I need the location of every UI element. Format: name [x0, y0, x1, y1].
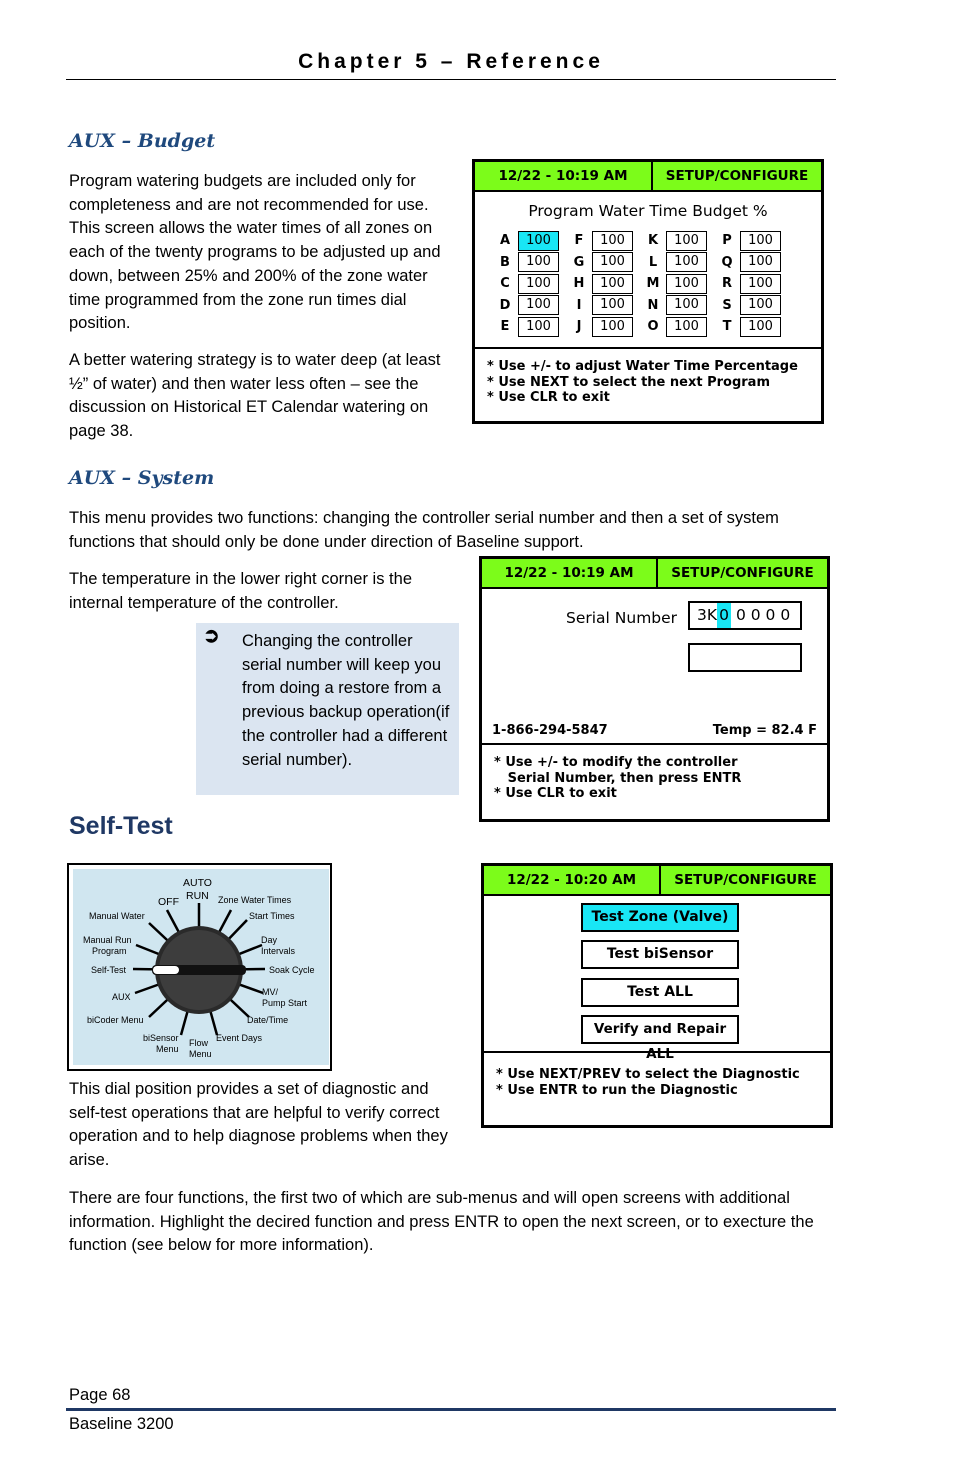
screen-mode: SETUP/CONFIGURE	[653, 162, 821, 190]
selftest-para-1: This dial position provides a set of diagnostic and self-test operations that are helpful to verify correct operation and to help diagnose problems when they arise.	[69, 1080, 448, 1170]
help-line: * Use ENTR to run the Diagnostic	[496, 1082, 738, 1098]
selftest-screen	[481, 863, 833, 1128]
note-text: Changing the controller serial number will keep you from doing a restore from a previous backup operation(if the controller had a different serial number).	[242, 632, 450, 769]
budget-value[interactable]: 100	[592, 295, 633, 315]
dial-position-label: Pump Start	[262, 998, 308, 1008]
program-label: E	[500, 319, 510, 335]
serial-prefix: 3K	[697, 606, 718, 624]
program-label: N	[647, 297, 659, 313]
budget-row	[571, 252, 633, 274]
budget-row	[645, 230, 707, 252]
budget-value[interactable]: 100	[740, 274, 781, 294]
budget-value[interactable]: 100	[666, 252, 707, 272]
dial-position-label: Program	[92, 946, 127, 956]
budget-row	[645, 273, 707, 295]
budget-grid	[497, 230, 781, 338]
selftest-heading: Self-Test	[69, 812, 173, 840]
dial-position-label: Menu	[156, 1044, 179, 1054]
budget-row	[497, 295, 559, 317]
program-label: Q	[721, 254, 733, 270]
system-screen	[479, 556, 830, 822]
budget-row	[497, 230, 559, 252]
dial-position-label: biCoder Menu	[87, 1015, 144, 1025]
budget-value[interactable]: 100	[740, 295, 781, 315]
budget-row	[497, 252, 559, 274]
screen-mode: SETUP/CONFIGURE	[661, 866, 830, 894]
budget-value[interactable]: 100	[666, 231, 707, 251]
test-zone-button[interactable]: Test Zone (Valve)	[581, 903, 739, 932]
budget-screen-title: Program Water Time Budget %	[528, 202, 768, 220]
dial-position-label: AUTO	[183, 877, 212, 889]
program-label: F	[574, 233, 584, 249]
budget-value[interactable]: 100	[666, 295, 707, 315]
budget-row	[645, 252, 707, 274]
budget-heading: AUX – Budget	[69, 130, 216, 152]
budget-row	[719, 295, 781, 317]
serial-cursor-digit: 0	[717, 603, 731, 628]
help-line: * Use +/- to modify the controller	[494, 755, 738, 770]
budget-value[interactable]: 100	[666, 317, 707, 337]
screen-datetime: 12/22 - 10:20 AM	[484, 866, 661, 894]
selftest-help	[484, 1051, 830, 1125]
budget-para-2: A better watering strategy is to water deep (at least ½” of water) and then water less often – see the discussion on Historical ET Calendar watering on page 38.	[69, 351, 441, 441]
test-all-button[interactable]: Test ALL	[581, 978, 739, 1007]
screen-mode: SETUP/CONFIGURE	[658, 559, 827, 587]
budget-value[interactable]: 100	[518, 317, 559, 337]
dial-position-label: Self-Test	[91, 965, 127, 975]
budget-row	[719, 252, 781, 274]
phone-number: 1-866-294-5847	[492, 723, 608, 738]
budget-value[interactable]: 100	[740, 317, 781, 337]
help-line: * Use CLR to exit	[494, 786, 617, 801]
dial-position-label: Intervals	[261, 946, 296, 956]
serial-field[interactable]	[688, 601, 802, 630]
budget-row	[719, 273, 781, 295]
serial-label: Serial Number	[566, 609, 678, 627]
dial-position-label: Menu	[189, 1049, 212, 1059]
program-label: B	[500, 254, 510, 270]
temperature: Temp = 82.4 F	[712, 723, 817, 738]
help-line: * Use +/- to adjust Water Time Percentage	[487, 359, 798, 374]
budget-row	[497, 273, 559, 295]
screen-datetime: 12/22 - 10:19 AM	[482, 559, 658, 587]
budget-row	[719, 316, 781, 338]
footer-rule	[66, 1408, 836, 1411]
system-empty-field[interactable]	[688, 643, 802, 672]
budget-value[interactable]: 100	[518, 295, 559, 315]
budget-column	[497, 230, 559, 338]
program-label: J	[576, 319, 582, 335]
program-label: C	[500, 276, 510, 292]
system-help	[482, 743, 827, 819]
budget-row	[497, 316, 559, 338]
budget-column	[645, 230, 707, 338]
budget-row	[645, 295, 707, 317]
chapter-title: Chapter 5 – Reference	[298, 50, 604, 73]
dial-position-label: AUX	[112, 992, 131, 1002]
budget-value[interactable]: 100	[518, 231, 559, 251]
program-label: S	[722, 297, 732, 313]
test-bisensor-button[interactable]: Test biSensor	[581, 940, 739, 969]
selftest-para-2: There are four functions, the first two of which are sub-menus and will open screens with additional information. Highlight the decired function and press ENTR to open the next screen, or to execture the function (see below for more information).	[69, 1189, 814, 1255]
page-number: Page 68	[69, 1386, 131, 1404]
dial-position-label: Manual Run	[83, 935, 132, 945]
budget-value[interactable]: 100	[740, 252, 781, 272]
budget-row	[571, 273, 633, 295]
budget-row	[571, 295, 633, 317]
dial-figure	[67, 863, 332, 1071]
screen-datetime: 12/22 - 10:19 AM	[475, 162, 653, 190]
dial-position-label: Zone Water Times	[218, 895, 292, 905]
program-label: D	[499, 297, 511, 313]
help-line: Serial Number, then press ENTR	[494, 770, 742, 786]
budget-row	[645, 316, 707, 338]
program-label: R	[721, 276, 732, 292]
dial-position-label: Manual Water	[89, 911, 145, 921]
budget-para-1: Program watering budgets are included only for completeness and are not recommended for use. This screen allows the water times of all zones on each of the twenty programs to be adjusted up and down, between 25% and 200% of the zone water time programmed from the zone run times dial position.	[69, 172, 441, 333]
dial-position-label: MV/	[262, 987, 279, 997]
budget-value[interactable]: 100	[740, 231, 781, 251]
dial-position-label: Day	[261, 935, 278, 945]
program-label: M	[646, 276, 660, 292]
system-para-1: This menu provides two functions: changing the controller serial number and then a set of system functions that should only be done under direction of Baseline support.	[69, 509, 779, 551]
system-heading: AUX – System	[69, 467, 215, 489]
program-label: O	[647, 319, 659, 335]
program-label: L	[648, 254, 658, 270]
program-label: T	[722, 319, 732, 335]
budget-help	[475, 347, 821, 421]
dial-position-label: Date/Time	[247, 1015, 289, 1025]
dial-position-label: Event Days	[216, 1033, 263, 1043]
program-label: H	[573, 276, 585, 292]
dial-position-label: RUN	[186, 890, 209, 902]
budget-column	[571, 230, 633, 338]
budget-column	[719, 230, 781, 338]
budget-row	[719, 230, 781, 252]
budget-value[interactable]: 100	[518, 274, 559, 294]
budget-value[interactable]: 100	[592, 252, 633, 272]
program-label: I	[576, 297, 582, 313]
budget-value[interactable]: 100	[666, 274, 707, 294]
serial-rest: 0 0 0 0	[735, 606, 791, 624]
arrow-icon: ➲	[203, 625, 220, 647]
budget-value[interactable]: 100	[518, 252, 559, 272]
help-line: * Use NEXT/PREV to select the Diagnostic	[496, 1067, 800, 1082]
verify-repair-button[interactable]: Verify and Repair ALL	[581, 1015, 739, 1044]
dial-position-label: biSensor	[143, 1033, 179, 1043]
dial-position-label: Flow	[189, 1038, 209, 1048]
program-label: A	[499, 233, 511, 249]
header-rule	[66, 79, 836, 80]
program-label: K	[647, 233, 659, 249]
budget-screen	[472, 159, 824, 424]
dial-position-label: Soak Cycle	[269, 965, 315, 975]
system-para-2: The temperature in the lower right corner is the internal temperature of the controller.	[69, 570, 412, 612]
product-name: Baseline 3200	[69, 1415, 174, 1433]
dial-position-label: OFF	[158, 896, 179, 908]
help-line: * Use NEXT to select the next Program	[487, 374, 770, 390]
budget-row	[571, 316, 633, 338]
program-label: P	[722, 233, 732, 249]
help-line: * Use CLR to exit	[487, 390, 610, 405]
budget-value[interactable]: 100	[592, 231, 633, 251]
program-label: G	[573, 254, 585, 270]
note-box	[196, 623, 459, 795]
budget-value[interactable]: 100	[592, 274, 633, 294]
budget-value[interactable]: 100	[592, 317, 633, 337]
budget-row	[571, 230, 633, 252]
dial-position-label: Start Times	[249, 911, 295, 921]
